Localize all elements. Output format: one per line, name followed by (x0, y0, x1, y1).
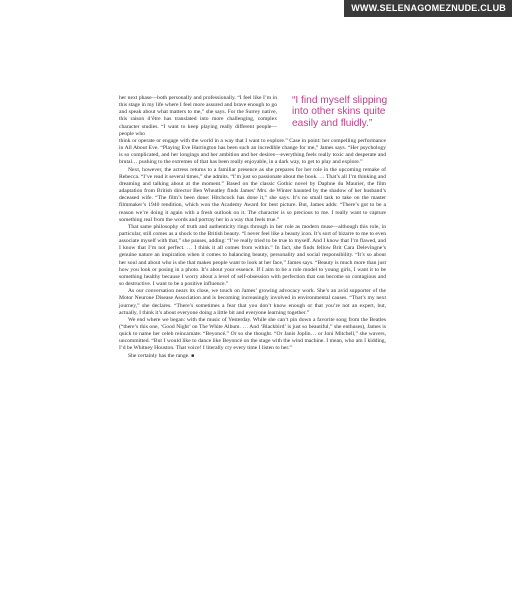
article-paragraph-3: That same philosophy of truth and authenticity rings through in her role as modern muse—although this role, in particular, still comes as a shock to the British beauty. “I never feel like a beauty icon. It’s sort of bizarre to me to even associate myself with that,” she pauses, adding: “I’ve really tried to be true to myself. And I know that I’m flawed, and I know that I’m not perfect. … I think it all comes from within.” In fact, she finds fellow Brit Cara Delevingne’s genuine nature an inspiration when it comes to balancing beauty, personality and social responsibility. “It’s so about her soul and about who is she that makes people want to look at her face,” James says. “Beauty is much more than just how you look or posing in a photo. It’s about your essence. If I aim to be a role model to young girls, I want it to be something healthy because I worry about a level of self-obsession with perfection that can become so contagious and so destructive. I want to be a positive influence.” (119, 223, 386, 288)
article-body (119, 95, 386, 360)
article-lead: her next phase—both personally and professionally. “I feel like I’m in this stage in my life where I feel more assured and brave enough to go and speak about what matters to me,” she says. For the Surrey native, this raison d’être has translated into more challenging, complex character studies. “I want to keep playing really different people—people who (119, 95, 277, 137)
closing-line: She certainly has the range. (128, 352, 190, 359)
pull-quote: “I find myself slipping into other skins quite easily and fluidly.” (292, 95, 388, 129)
article-paragraph-2: Next, however, the actress returns to a familiar presence as she prepares for her role in the upcoming remake of Rebecca. “I’ve read it several times,” she admits. “I’m just so passionate about the book. … That’s all I’m thinking and dreaming and talking about at the moment.” Based on the classic Gothic novel by Daphne du Maurier, the film adaptation from British director Ben Wheatley finds James’ Mrs. de Winter haunted by the shadow of her husband’s deceased wife. “The film’s been done: Hitchcock has done it,” she says. It’s no small task to take on the master filmmaker’s 1940 rendition, which won the Academy Award for best picture. But, James adds: “There’s got to be a reason we’re doing it again with a fresh outlook on it. The character is so precious to me. I really want to capture something real from the words and portray her in a way that feels true.” (119, 166, 386, 223)
article-paragraph-1: think or operate or engage with the world in a way that I want to explore.” Case in point: her compelling performance in All About Eve. “Playing Eve Harrington has been such an incredible change for me,” James says. “Her psychology is so complicated, and her longings and her ambition and her desires—everything feels really toxic and desperate and brutal… pushing to the extremes of that has been really enjoyable, in a dark way, to get to play and explore.” (119, 137, 386, 166)
end-mark-icon: ■ (191, 353, 195, 359)
article-paragraph-6 (119, 353, 386, 360)
article-paragraph-5: We end where we began: with the music of Yesterday. While she can’t pin down a favorite song from the Beatles (“there’s this one, ‘Good Night’ on The White Album. … And ‘Blackbird’ is just so beautiful,” she enthuses), James is quick to name her celeb reincarnate. “Beyoncé.” Or so she thought. “Or Janis Joplin… or Joni Mitchell,” she wavers, uncommitted. “But I would like to dance like Beyoncé on the stage with the wind machine. I mean, who am I kidding, I’d be Whitney Houston. That voice! I literally cry every time I listen to her.” (119, 316, 386, 352)
article-paragraph-4: As our conversation nears its close, we touch on James’ growing advocacy work. She’s an avid supporter of the Motor Neurone Disease Association and is becoming increasingly involved in environmental causes. “That’s my next journey,” she declares. “There’s sometimes a fear that you don’t know enough or that you’re not an expert, but, actually, I think it’s about everyone doing a little bit and everyone learning together.” (119, 288, 386, 316)
watermark: WWW.SELENAGOMEZNUDE.CLUB (344, 0, 512, 17)
